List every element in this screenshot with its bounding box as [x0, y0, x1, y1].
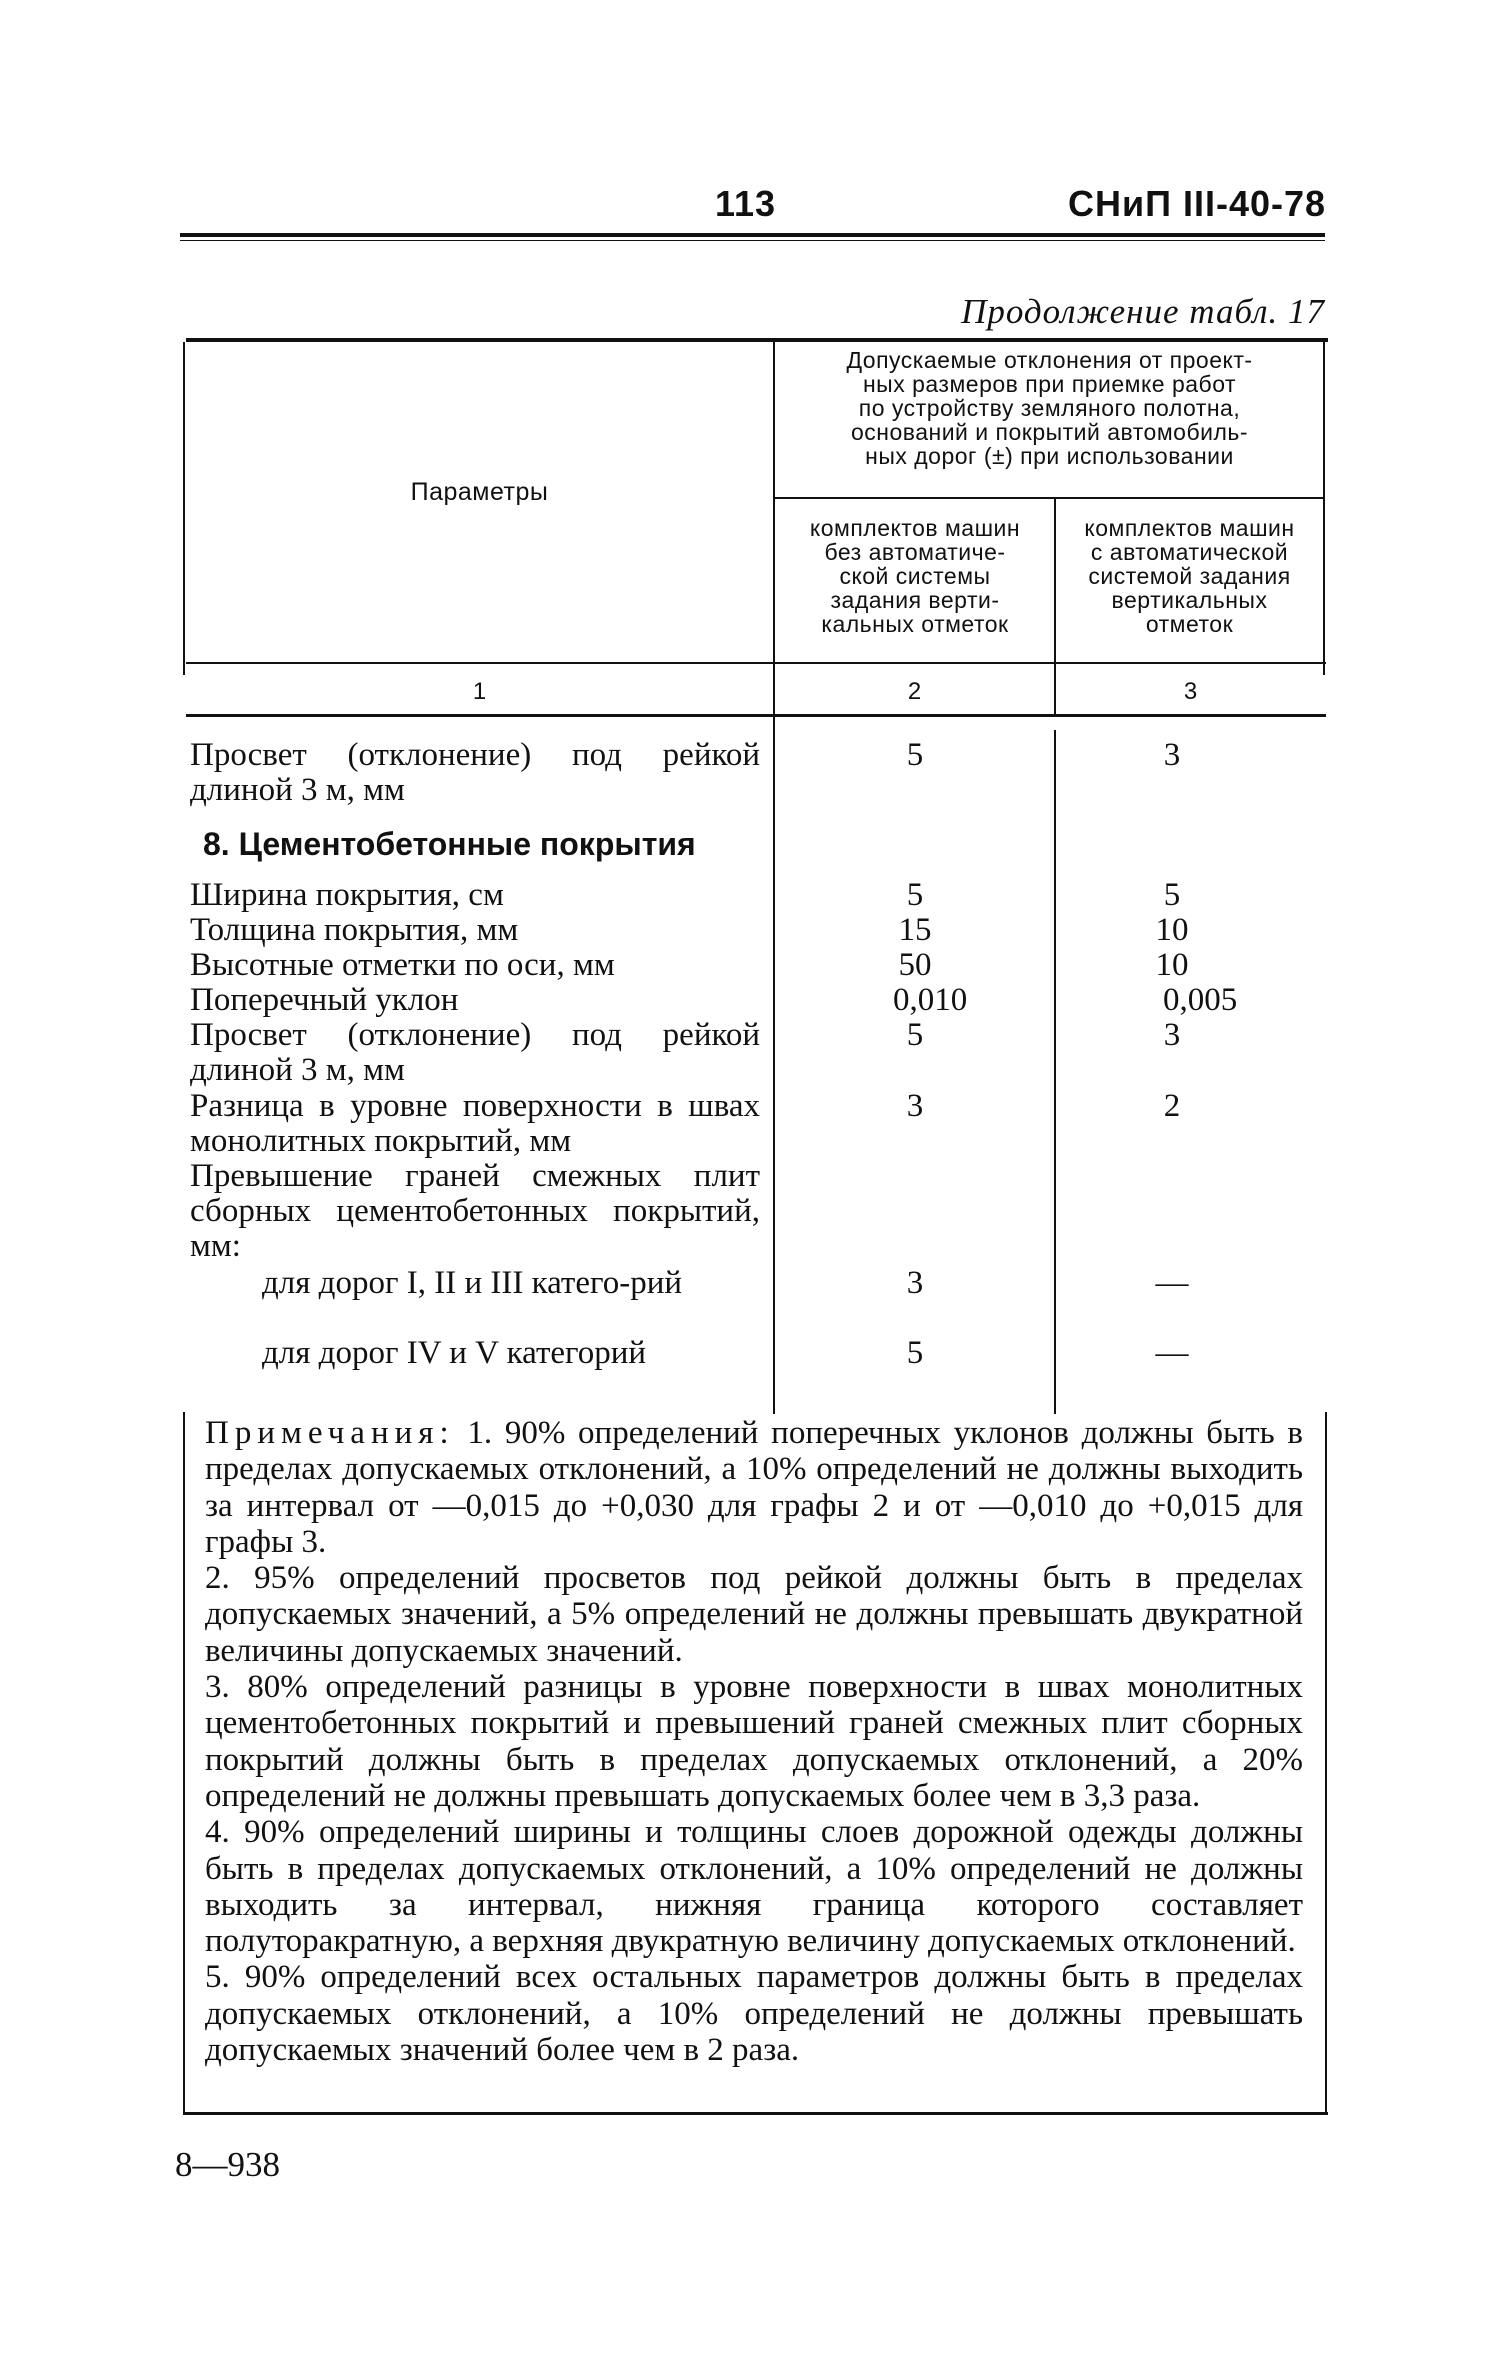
param-cell: Поперечный уклон: [190, 982, 459, 1018]
value-cell-col3: —: [1155, 1265, 1189, 1301]
param-cell: для дорог IV и V категорий: [262, 1335, 647, 1371]
header-rule-thin: [180, 240, 1325, 241]
value-cell-col3: —: [1155, 1335, 1189, 1371]
value-cell-col3: 10: [1155, 912, 1189, 948]
note-item: 4. 90% определений ширины и толщины слоев дорожной одежды должны быть в пределах допускаемых отклонений, а 10% определений не должны выходить за интервал, нижняя граница которого составляет полуторакратную, а верхняя двукратную величину допускаемых отклонений.: [205, 1814, 1303, 1960]
value-cell-col3: 10: [1155, 947, 1189, 983]
value-cell-col3: 5: [1163, 877, 1181, 913]
param-cell: для дорог I, II и III катего-рий: [262, 1265, 683, 1301]
value-cell-col2: 0,010: [893, 982, 968, 1018]
param-cell: Высотные отметки по оси, мм: [190, 947, 615, 983]
table-caption: Продолжение табл. 17: [961, 292, 1325, 331]
column-number-3: 3: [1183, 678, 1198, 705]
document-code: СНиП III-40-78: [1068, 183, 1327, 224]
value-cell-col2: 15: [898, 912, 932, 948]
column-3-header: комплектов машин с автоматической системой задания вертикальных отметок: [1084, 515, 1295, 637]
value-cell-col2: 5: [906, 1335, 924, 1371]
column-number-1: 1: [472, 678, 487, 705]
column-2-header: комплектов машин без автоматиче- ской системы задания верти- кальных отметок: [809, 515, 1021, 637]
column-number-2: 2: [907, 678, 922, 705]
value-cell-col2: 3: [906, 1088, 924, 1124]
value-cell-col3: 0,005: [1163, 982, 1238, 1018]
note-item: 2. 95% определений просветов под рейкой должны быть в пределах допускаемых значений, а 5% определений не должны превышать двукратной величины допускаемых значений.: [205, 1560, 1303, 1669]
param-cell: Превышение граней смежных плит сборных цементобетонных покрытий, мм:: [190, 1158, 760, 1264]
table-notes: [205, 1415, 1303, 2068]
header-rule: [180, 233, 1325, 237]
param-column-header: Параметры: [410, 478, 549, 506]
page-number: 113: [715, 183, 777, 224]
signature-mark: 8—938: [175, 2145, 280, 2184]
value-cell-col2: 3: [906, 1265, 924, 1301]
section-heading: 8. Цементобетонные покрытия: [203, 826, 696, 862]
value-cell-col2: 5: [906, 1017, 924, 1053]
value-cell-col2: 5: [906, 737, 924, 773]
notes-title: Примечания:: [205, 1415, 455, 1451]
note-item: 5. 90% определений всех остальных параметров должны быть в пределах допускаемых отклонений, а 10% определений не должны превышать допускаемых значений более чем в 2 раза.: [205, 1959, 1303, 2069]
value-cell-col3: 3: [1163, 1017, 1181, 1053]
param-cell: Ширина покрытия, см: [190, 877, 504, 913]
param-cell: Просвет (отклонение) под рейкой длиной 3 м, мм: [190, 737, 760, 808]
deviation-group-header: Допускаемые отклонения от проект- ных размеров при приемке работ по устройству земляного полотна, оснований и покрытий автомобиль- ных дорог (±) при использовании: [846, 347, 1253, 469]
value-cell-col3: 3: [1163, 737, 1181, 773]
param-cell: Разница в уровне поверхности в швах монолитных покрытий, мм: [190, 1088, 760, 1159]
param-cell: Просвет (отклонение) под рейкой длиной 3 м, мм: [190, 1017, 760, 1088]
note-item: Примечания: 1. 90% определений поперечных уклонов должны быть в пределах допускаемых отклонений, а 10% определений не должны выходить за интервал от —0,015 до +0,030 для графы 2 и от —0,010 до +0,015 для графы 3.: [205, 1415, 1304, 1560]
param-cell: Толщина покрытия, мм: [190, 912, 519, 948]
value-cell-col2: 5: [906, 877, 924, 913]
value-cell-col2: 50: [898, 947, 932, 983]
note-item: 3. 80% определений разницы в уровне поверхности в швах монолитных цементобетонных покрытий и превышений граней смежных плит сборных покрытий должны быть в пределах допускаемых отклонений, а 20% определений не должны превышать допускаемых более чем в 3,3 раза.: [205, 1669, 1303, 1814]
value-cell-col3: 2: [1163, 1088, 1181, 1124]
